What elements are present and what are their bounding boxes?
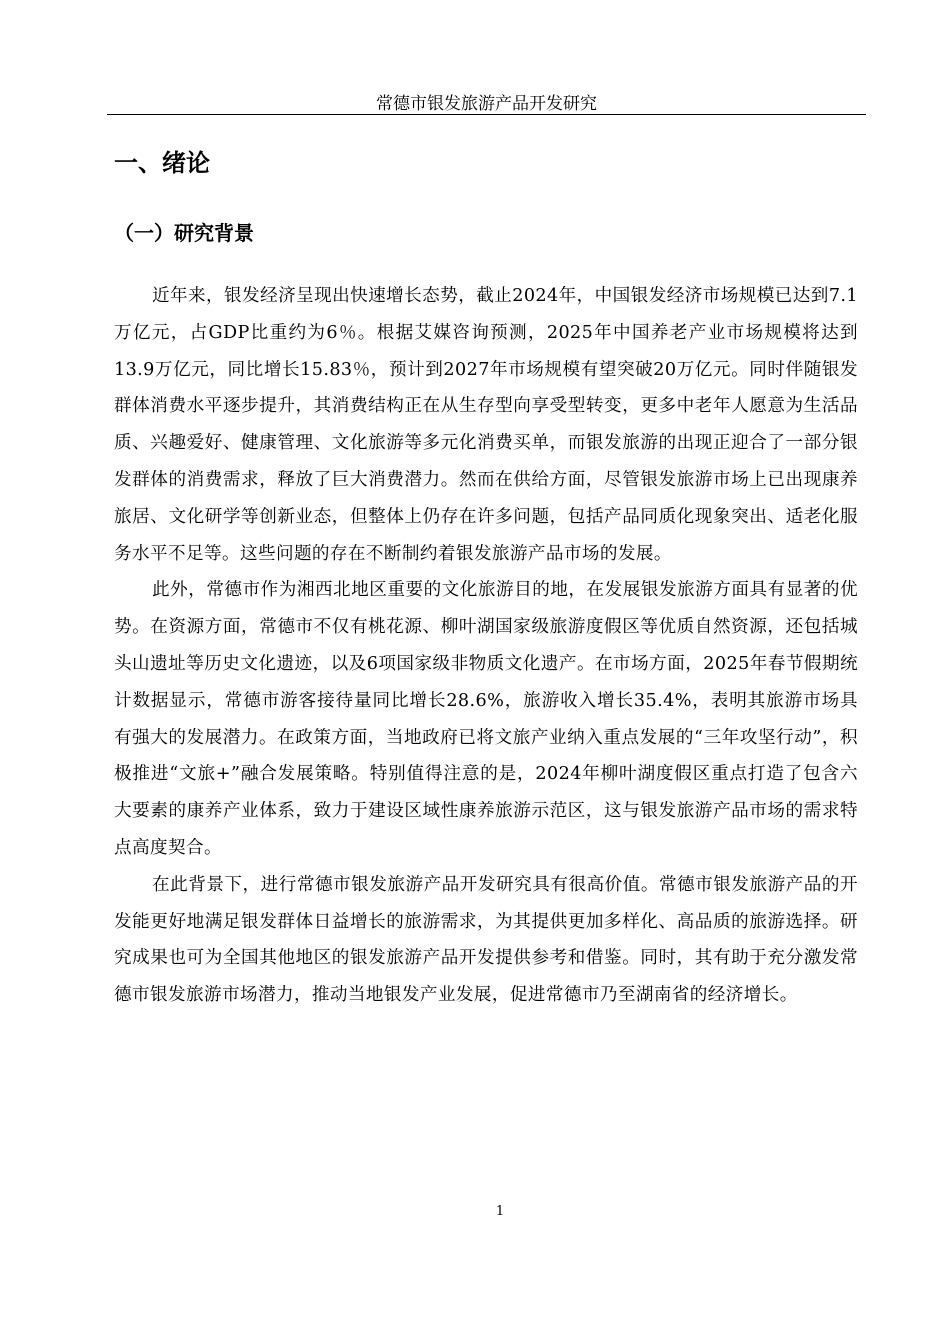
header-rule <box>107 114 866 115</box>
paragraph: 在此背景下，进行常德市银发旅游产品开发研究具有很高价值。常德市银发旅游产品的开发能更好地满足银发群体日益增长的旅游需求，为其提供更加多样化、高品质的旅游选择。研究成果也可为全国其他地区的银发旅游产品开发提供参考和借鉴。同时，其有助于充分激发常德市银发旅游市场潜力，推动当地银发产业发展，促进常德市乃至湖南省的经济增长。 <box>114 874 858 1006</box>
page-number: 1 <box>495 1204 505 1219</box>
section-title: （一）研究背景 <box>114 221 254 245</box>
body-text <box>114 278 858 1014</box>
paragraph: 此外，常德市作为湘西北地区重要的文化旅游目的地，在发展银发旅游方面具有显著的优势。在资源方面，常德市不仅有桃花源、柳叶湖国家级旅游度假区等优质自然资源，还包括城头山遗址等历史文化遗迹，以及6项国家级非物质文化遗产。在市场方面，2025年春节假期统计数据显示，常德市游客接待量同比增长28.6%，旅游收入增长35.4%，表明其旅游市场具有强大的发展潜力。在政策方面，当地政府已将文旅产业纳入重点发展的“三年攻坚行动”，积极推进“文旅+”融合发展策略。特别值得注意的是，2024年柳叶湖度假区重点打造了包含六大要素的康养产业体系，致力于建设区域性康养旅游示范区，这与银发旅游产品市场的需求特点高度契合。 <box>114 580 858 858</box>
paragraph: 近年来，银发经济呈现出快速增长态势，截止2024年，中国银发经济市场规模已达到7.1万亿元，占GDP比重约为6％。根据艾媒咨询预测，2025年中国养老产业市场规模将达到13.9万亿元，同比增长15.83％，预计到2027年市场规模有望突破20万亿元。同时伴随银发群体消费水平逐步提升，其消费结构正在从生存型向享受型转变，更多中老年人愿意为生活品质、兴趣爱好、健康管理、文化旅游等多元化消费买单，而银发旅游的出现正迎合了一部分银发群体的消费需求，释放了巨大消费潜力。然而在供给方面，尽管银发旅游市场上已出现康养旅居、文化研学等创新业态，但整体上仍存在许多问题，包括产品同质化现象突出、适老化服务水平不足等。这些问题的存在不断制约着银发旅游产品市场的发展。 <box>114 286 858 564</box>
running-header: 常德市银发旅游产品开发研究 <box>376 94 597 114</box>
chapter-title: 一、绪论 <box>114 149 210 177</box>
